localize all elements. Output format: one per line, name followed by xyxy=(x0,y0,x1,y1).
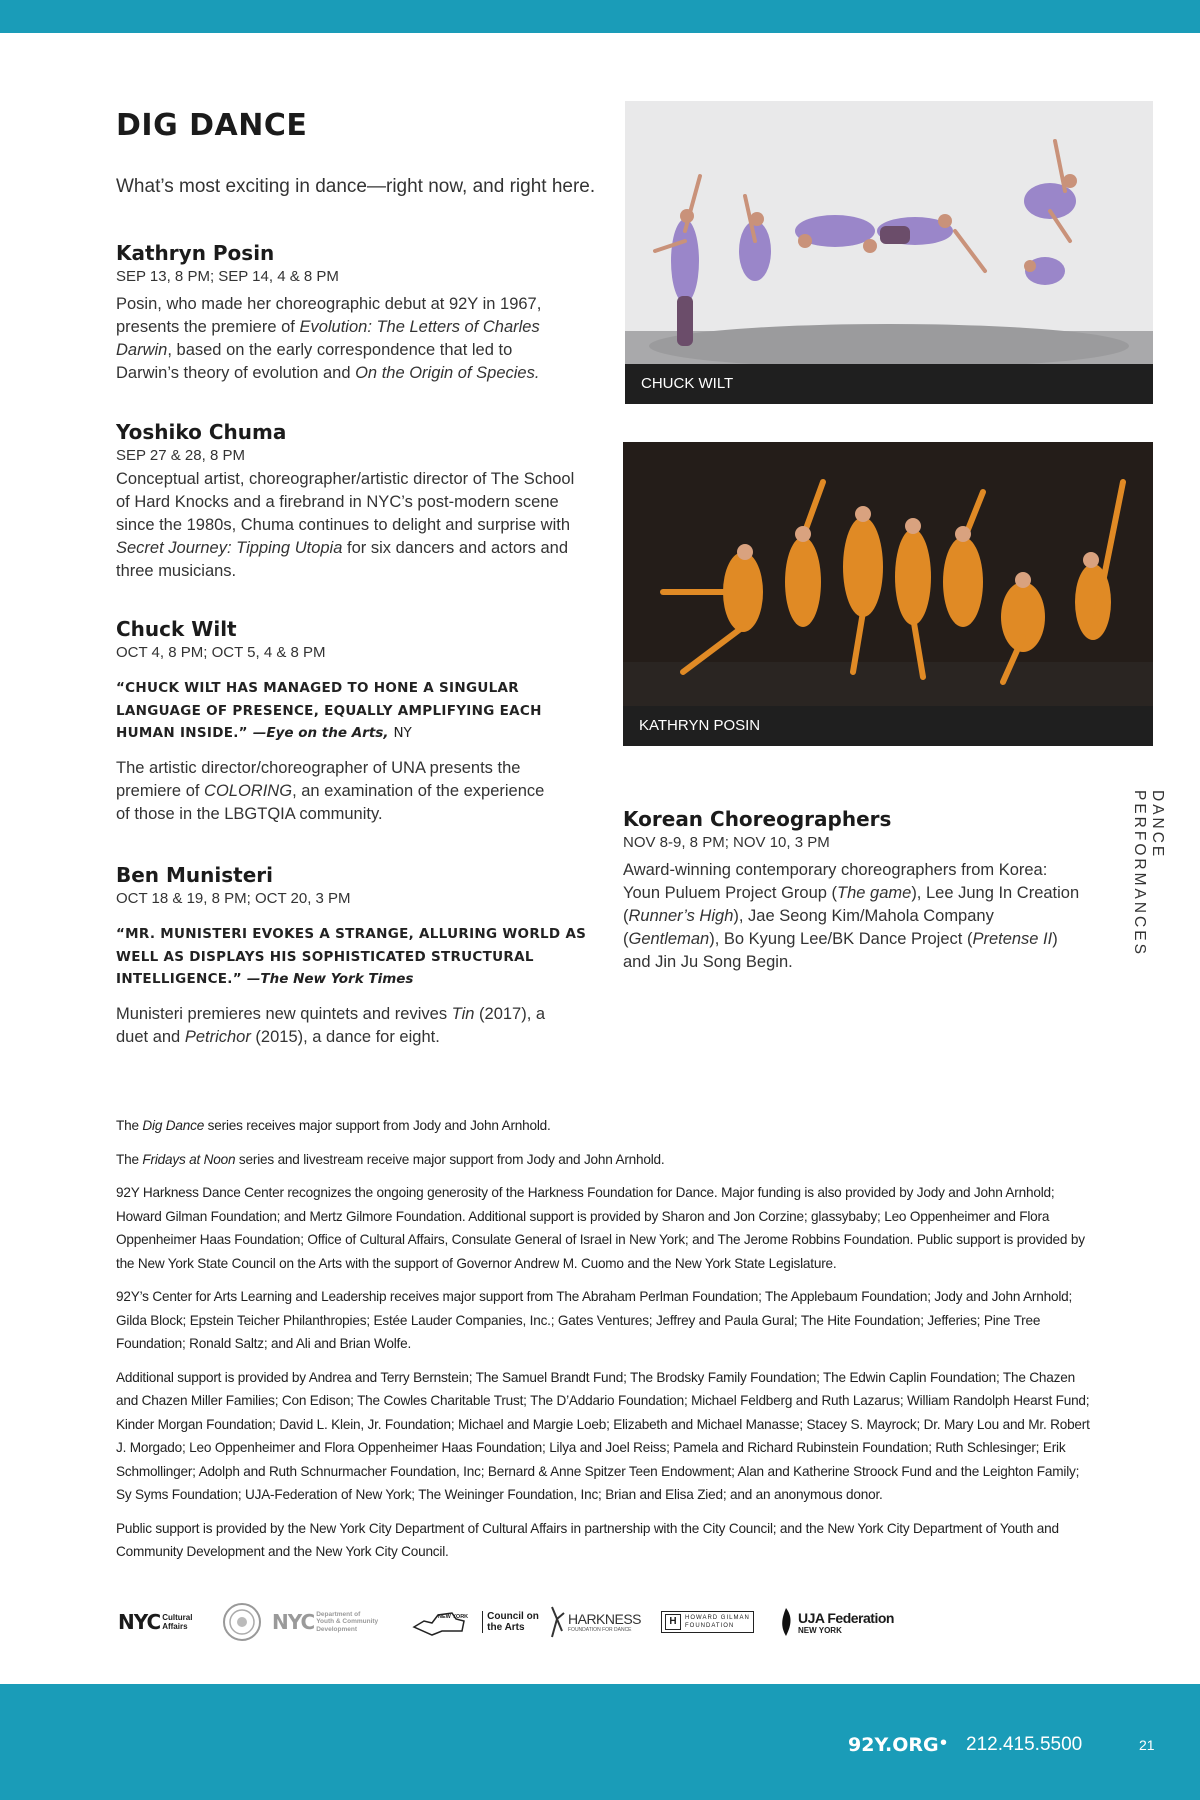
funding-credits xyxy=(116,1114,1096,1574)
event-yoshiko-chuma xyxy=(116,419,616,583)
event-date: SEP 13, 8 PM; SEP 14, 4 & 8 PM xyxy=(116,268,339,285)
event-description: Posin, who made her choreographic debut at 92Y in 1967, presents the premiere of Evolution: The Letters of Charles Darwin, based on the early correspondence that led to Darwin’s theory of evolution and On the Origin of Species. xyxy=(116,295,542,382)
sponsor-logos xyxy=(116,1600,896,1644)
event-ben-munisteri xyxy=(116,862,616,1049)
event-title: Chuck Wilt xyxy=(116,617,237,641)
photo-caption: KATHRYN POSIN xyxy=(623,706,1153,746)
event-title: Korean Choreographers xyxy=(623,807,892,831)
credit-paragraph: The Fridays at Noon series and livestream receive major support from Jody and John Arnhold. xyxy=(116,1151,665,1167)
nyc-seal-icon xyxy=(222,1600,262,1644)
photo-chuck-wilt xyxy=(625,101,1153,404)
event-chuck-wilt xyxy=(116,616,616,826)
event-title: Ben Munisteri xyxy=(116,863,273,887)
event-date: SEP 27 & 28, 8 PM xyxy=(116,447,245,464)
press-quote: “MR. MUNISTERI EVOKES A STRANGE, ALLURING WORLD AS WELL AS DISPLAYS HIS SOPHISTICATED STRUCTURAL INTELLIGENCE.” —The New York Times xyxy=(116,926,587,987)
event-korean-choreographers xyxy=(623,806,1093,974)
new-york-state-icon xyxy=(412,1607,468,1637)
uja-federation-logo: UJA Federation NEW YORK xyxy=(778,1600,894,1644)
dancers-studio-image xyxy=(625,101,1153,404)
intro-text: What’s most exciting in dance—right now, and right here. xyxy=(116,176,596,197)
footer-website: 92Y.ORG xyxy=(848,1734,939,1756)
footer-separator: • xyxy=(940,1732,948,1754)
dancers-stage-image xyxy=(623,442,1153,746)
nyc-youth-community-logo: NYC Department of Youth & Community Development xyxy=(272,1610,379,1634)
event-description: Conceptual artist, choreographer/artistic director of The School of Hard Knocks and a firebrand in NYC’s post-modern scene since the 1980s, Chuma continues to delight and surprise with Secret Journey: Tipping Utopia for six dancers and actors and three musicians. xyxy=(116,470,575,580)
credit-paragraph: Public support is provided by the New York City Department of Cultural Affairs in partnership with the City Council; and the New York City Department of Youth and Community Development and the New York City Council. xyxy=(116,1520,1059,1559)
photo-kathryn-posin xyxy=(623,442,1153,746)
top-brand-bar xyxy=(0,0,1200,33)
event-kathryn-posin xyxy=(116,240,616,385)
event-title: Yoshiko Chuma xyxy=(116,420,287,444)
credit-paragraph: Additional support is provided by Andrea and Terry Bernstein; The Samuel Brandt Fund; The Brodsky Family Foundation; The Edwin Caplin Foundation; The Chazen and Chazen Miller Families; Con Edison; The Cowles Charitable Trust; The D’Addario Foundation; Michael Feldberg and Ruth Lazarus; William Randolph Hearst Fund; Kinder Morgan Foundation; David L. Klein, Jr. Foundation; Michael and Margie Loeb; Elizabeth and Michael Manasse; Stacey S. Mayrock; Dr. Mary Lou and Mr. Robert J. Morgado; Leo Oppenheimer and Flora Oppenheimer Haas Foundation; Lilya and Joel Reiss; Pamela and Richard Rubinstein Foundation; Ruth Schlesinger; Erik Schmollinger; Adolph and Ruth Schnurmacher Foundation, Inc; Bernard & Anne Spitzer Teen Endowment; Alan and Katherine Stroock Fund and the Leighton Family; Sy Syms Foundation; UJA-Federation of New York; The Weininger Foundation, Inc; Brian and Elisa Zied; and an anonymous donor. xyxy=(116,1369,1090,1502)
gilman-monogram-icon: H xyxy=(665,1614,681,1630)
event-description: Award-winning contemporary choreographers from Korea: Youn Puluem Project Group (The game), Lee Jung In Creation (Runner’s High), Jae Seong Kim/Mahola Company (Gentleman), Bo Kyung Lee/BK Dance Project (Pretense II) and Jin Ju Song Begin. xyxy=(623,861,1080,971)
footer-phone: 212.415.5500 xyxy=(966,1734,1083,1755)
section-side-label: DANCE PERFORMANCES xyxy=(1131,790,1166,957)
event-date: NOV 8-9, 8 PM; NOV 10, 3 PM xyxy=(623,834,830,851)
event-date: OCT 18 & 19, 8 PM; OCT 20, 3 PM xyxy=(116,890,351,907)
event-date: OCT 4, 8 PM; OCT 5, 4 & 8 PM xyxy=(116,644,326,661)
harkness-foundation-logo: HARKNESS FOUNDATION FOR DANCE xyxy=(548,1600,641,1644)
event-description: Munisteri premieres new quintets and revives Tin (2017), a duet and Petrichor (2015), a dance for eight. xyxy=(116,1004,546,1046)
nyc-cultural-affairs-logo: NYC Cultural Affairs xyxy=(118,1610,193,1634)
credit-paragraph: 92Y Harkness Dance Center recognizes the ongoing generosity of the Harkness Foundation for Dance. Major funding is also provided by Jody and John Arnhold; Howard Gilman Foundation; and Mertz Gilmore Foundation. Additional support is provided by Sharon and Jon Corzine; glassybaby; Leo Oppenheimer and Flora Oppenheimer Haas Foundation; Office of Cultural Affairs, Consulate General of Israel in New York; and The Jerome Robbins Foundation. Public support is provided by the New York State Council on the Arts with the support of Governor Andrew M. Cuomo and the New York State Legislature. xyxy=(116,1185,1085,1271)
event-title: Kathryn Posin xyxy=(116,241,275,265)
event-description: The artistic director/choreographer of UNA presents the premiere of COLORING, an examination of the experience of those in the LBGTQIA community. xyxy=(116,758,545,823)
harkness-dancer-icon xyxy=(548,1605,566,1639)
credit-paragraph: The Dig Dance series receives major support from Jody and John Arnhold. xyxy=(116,1118,551,1133)
page-title: DIG DANCE xyxy=(116,108,308,143)
flame-icon xyxy=(778,1606,794,1638)
nys-council-arts-logo: NEW YORK Council on the Arts xyxy=(412,1600,539,1644)
photo-caption: CHUCK WILT xyxy=(625,364,1153,404)
credit-paragraph: 92Y’s Center for Arts Learning and Leadership receives major support from The Abraham Perlman Foundation; The Applebaum Foundation; Jody and John Arnhold; Gilda Block; Epstein Teicher Philanthropies; Estée Lauder Companies, Inc.; Gates Ventures; Jeffrey and Paula Gural; The Hite Foundation; Jefferies; Pine Tree Foundation; Ronald Saltz; and Ali and Brian Wolfe. xyxy=(116,1289,1073,1351)
page-number: 21 xyxy=(1139,1737,1155,1753)
howard-gilman-foundation-logo: H HOWARD GILMAN FOUNDATION xyxy=(661,1600,754,1644)
press-quote: “CHUCK WILT HAS MANAGED TO HONE A SINGULAR LANGUAGE OF PRESENCE, EQUALLY AMPLIFYING EACH HUMAN INSIDE.” —Eye on the Arts, NY xyxy=(116,680,542,741)
